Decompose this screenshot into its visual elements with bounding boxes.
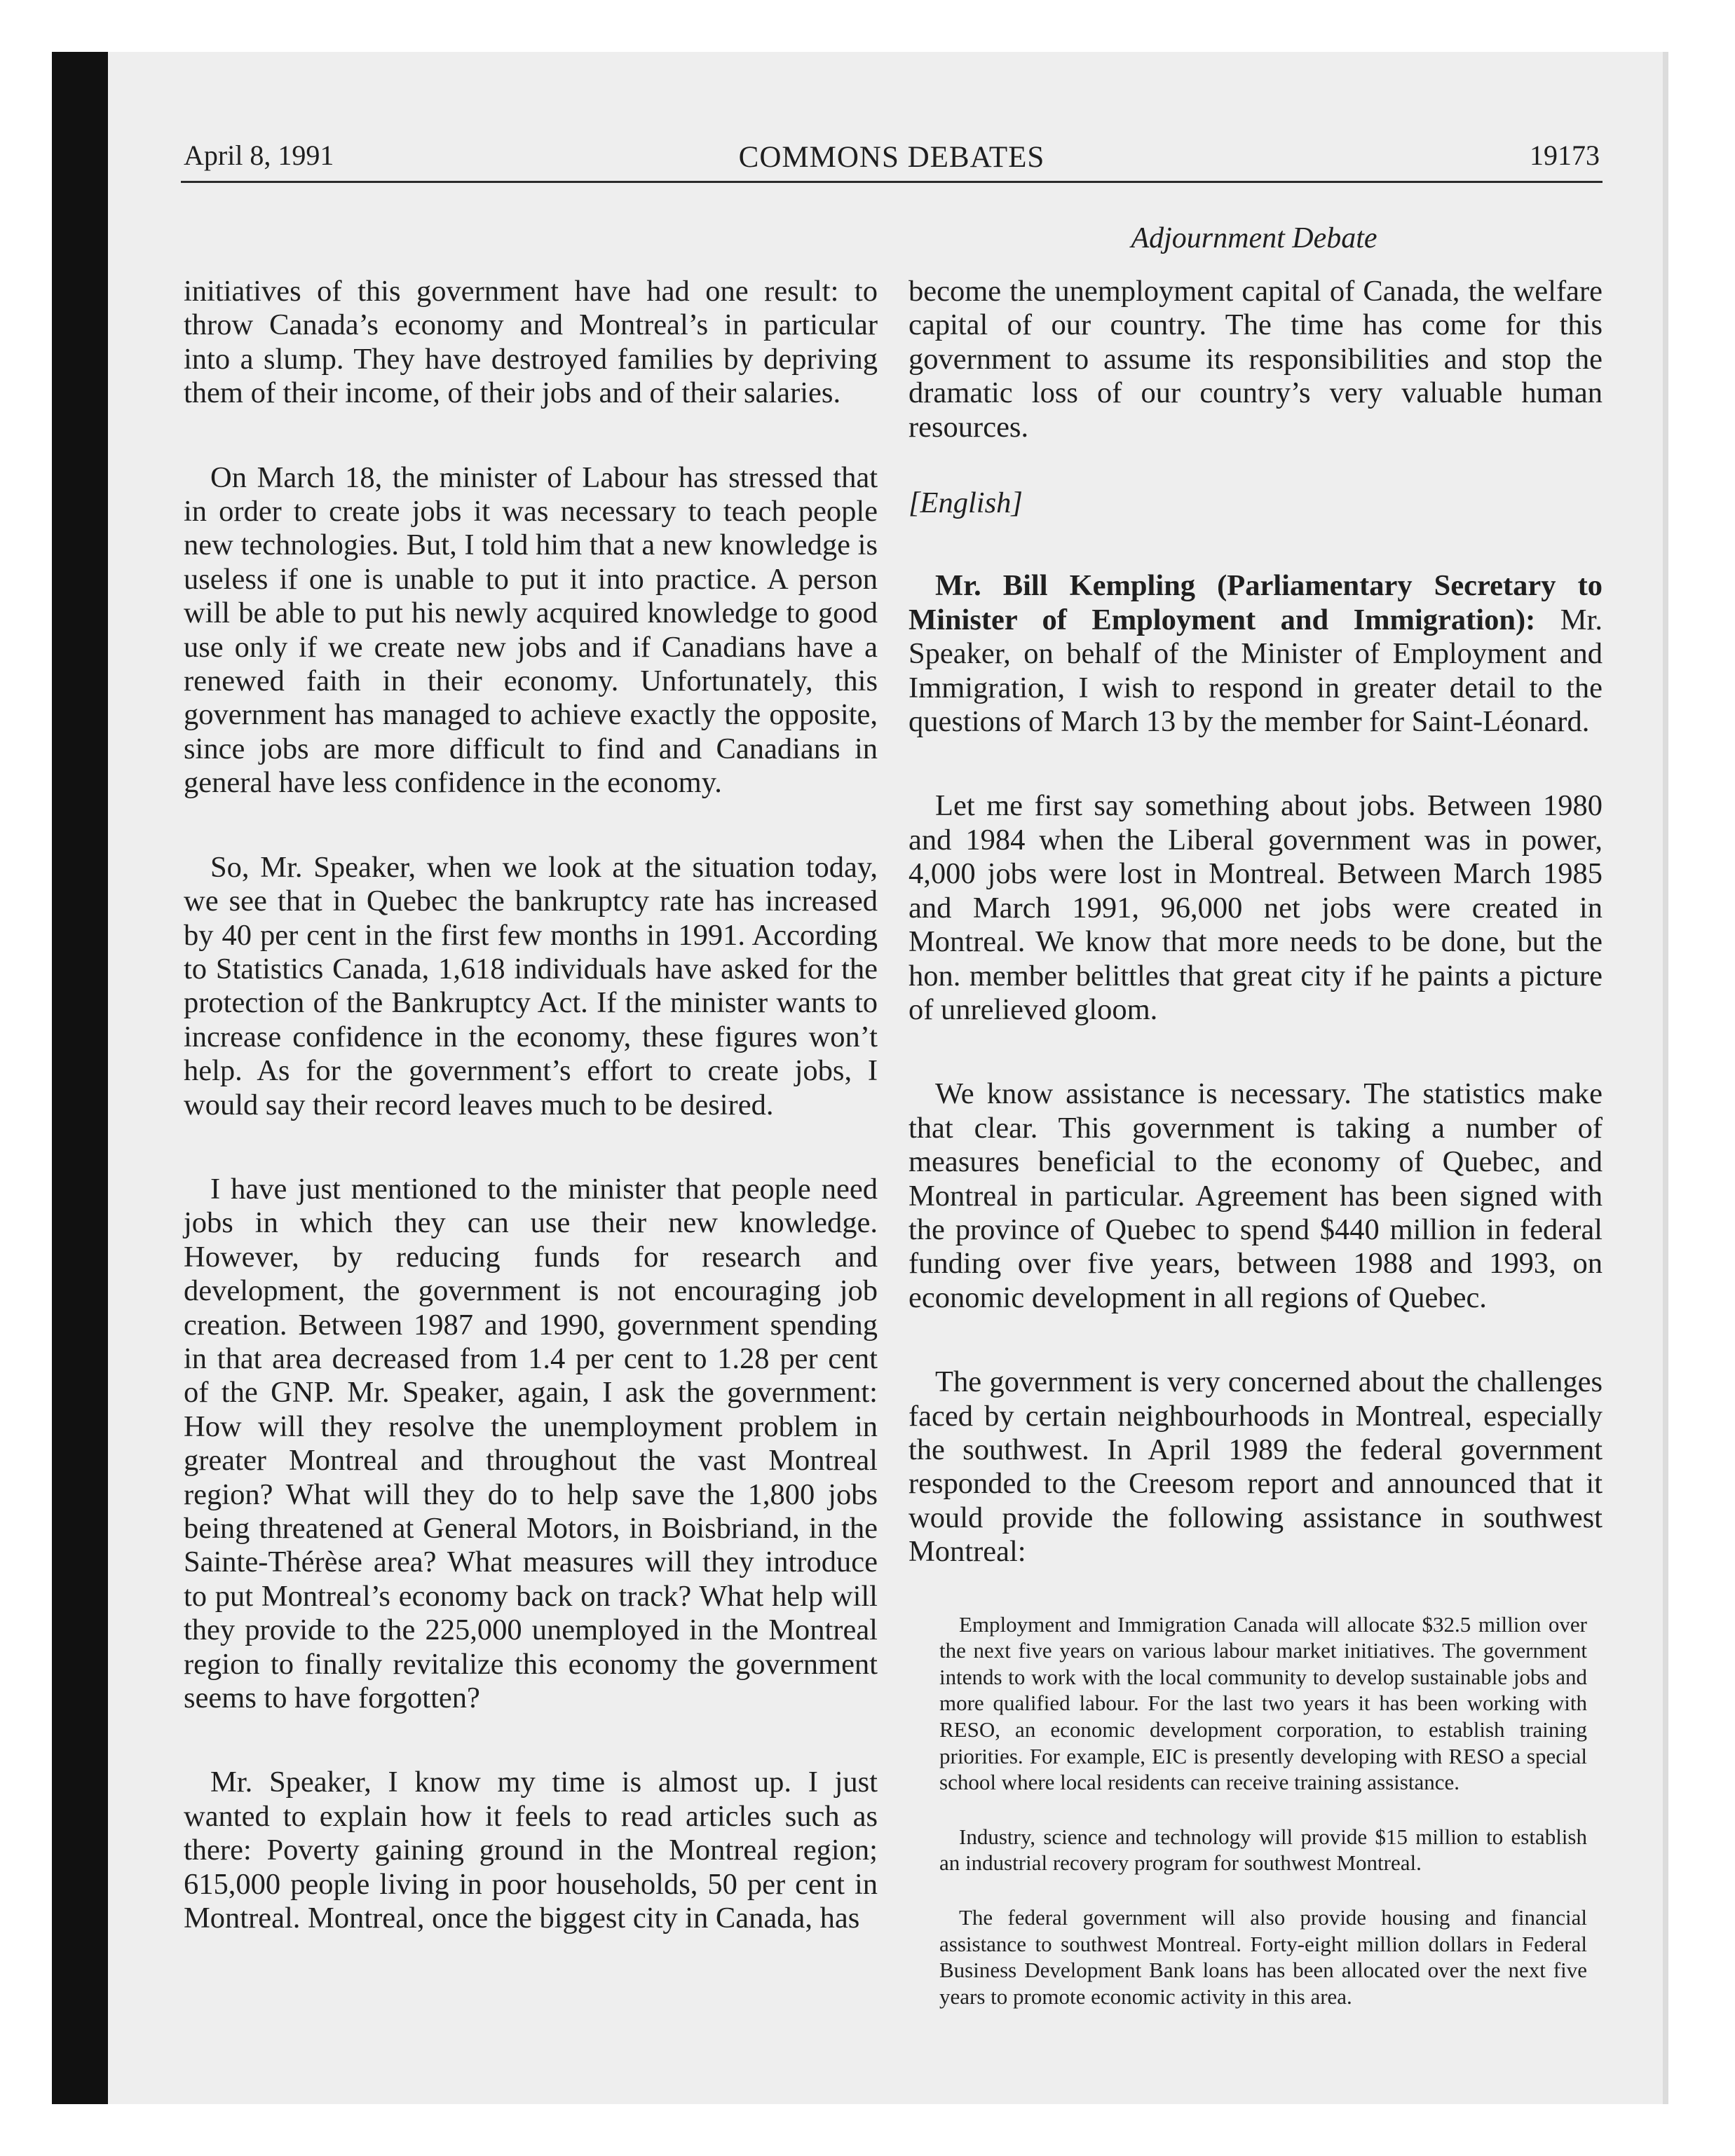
speaker-text: Mr. Speaker, on behalf of the Minister of Employment and Immigration, I wish to respond in greater detail to the questions of March 13 by the member for Saint-Léonard. xyxy=(909,603,1603,739)
quote-item: The federal government will also provide housing and financial assistance to southwest Montreal. Forty-eight million dollars in Federal Business Development Bank loans has been allocated over the next five years to promote economic activity in this area. xyxy=(939,1904,1587,2009)
speaker-name: Mr. Bill Kempling (Parliamentary Secretary to Minister of Employment and Immigration): xyxy=(909,569,1603,636)
header-rule xyxy=(181,181,1603,183)
page-number: 19173 xyxy=(1530,139,1600,171)
paragraph-continuation: become the unemployment capital of Canada, the welfare capital of our country. The time has come for this government to assume its responsibilities and stop the dramatic loss of our country’s very valuable human resources. xyxy=(909,275,1603,444)
paragraph: The government is very concerned about the challenges faced by certain neighbourhoods in Montreal, especially the southwest. In April 1989 the federal government responded to the Creesom report and announced that it would provide the following assistance in southwest Montreal: xyxy=(909,1365,1603,1569)
header-date: April 8, 1991 xyxy=(184,139,334,171)
left-column xyxy=(184,275,878,1935)
language-marker: [English] xyxy=(909,486,1023,520)
running-head xyxy=(184,139,1600,179)
paragraph: I have just mentioned to the minister that people need jobs in which they can use their new knowledge. However, by reducing funds for research and development, the government is not encouraging job creation. Between 1987 and 1990, government spending in that area decreased from 1.4 per cent to 1.28 per cent of the GNP. Mr. Speaker, again, I ask the government: How will they resolve the unemployment problem in greater Montreal and throughout the vast Montreal region? What will they do to help save the 1,800 jobs being threatened at General Motors, in Boisbriand, in the Sainte-Thérèse area? What measures will they introduce to put Montreal’s economy back on track? What help will they provide to the 225,000 unemployed in the Montreal region to finally revitalize this economy the government seems to have forgotten? xyxy=(184,1172,878,1715)
quote-item: Industry, science and technology will provide $15 million to establish an industrial recovery program for southwest Montreal. xyxy=(939,1824,1587,1876)
scan-border xyxy=(52,52,108,2104)
paragraph: initiatives of this government have had one result: to throw Canada’s economy and Montreal’s in particular into a slump. They have destroyed families by depriving them of their income, of their jobs and of their salaries. xyxy=(184,275,878,410)
header-title: COMMONS DEBATES xyxy=(738,141,1045,174)
quote-item: Employment and Immigration Canada will allocate $32.5 million over the next five years on various labour market initiatives. The government intends to work with the local community to develop sustainable jobs and more qualified labour. For the last two years it has been working with RESO, an economic development corporation, to establish training priorities. For example, EIC is presently developing with RESO a special school where local residents can receive training assistance. xyxy=(939,1611,1587,1795)
scan-border-right xyxy=(1663,52,1668,2104)
paragraph: Mr. Speaker, I know my time is almost up. I just wanted to explain how it feels to read articles such as there: Poverty gaining ground in the Montreal region; 615,000 people living in poor households, 50 per cent in Montreal. Montreal, once the biggest city in Canada, has xyxy=(184,1766,878,1935)
paragraph: Let me first say something about jobs. Between 1980 and 1984 when the Liberal government was in power, 4,000 jobs were lost in Montreal. Between March 1985 and March 1991, 96,000 net jobs were created in Montreal. We know that more needs to be done, but the hon. member belittles that great city if he paints a picture of unrelieved gloom. xyxy=(909,789,1603,1026)
section-heading: Adjournment Debate xyxy=(1131,222,1377,254)
paragraph: On March 18, the minister of Labour has stressed that in order to create jobs it was necessary to teach people new technologies. But, I told him that a new knowledge is useless if one is unable to put it into practice. A person will be able to put his newly acquired knowledge to good use only if we create new jobs and if Canadians have a renewed faith in their economy. Unfortunately, this government has managed to achieve exactly the opposite, since jobs are more difficult to find and Canadians in general have less confidence in the economy. xyxy=(184,460,878,800)
paragraph: So, Mr. Speaker, when we look at the situation today, we see that in Quebec the bankruptcy rate has increased by 40 per cent in the first few months in 1991. According to Statistics Canada, 1,618 individuals have asked for the protection of the Bankruptcy Act. If the minister wants to increase confidence in the economy, these figures won’t help. As for the government’s effort to create jobs, I would say their record leaves much to be desired. xyxy=(184,850,878,1121)
block-quote xyxy=(939,1611,1587,2010)
speaker-paragraph xyxy=(909,569,1603,739)
paragraph: We know assistance is necessary. The statistics make that clear. This government is taking a number of measures beneficial to the economy of Quebec, and Montreal in particular. Agreement has been signed with the province of Quebec to spend $440 million in federal funding over five years, between 1988 and 1993, on economic development in all regions of Quebec. xyxy=(909,1077,1603,1314)
right-column xyxy=(909,275,1603,2010)
